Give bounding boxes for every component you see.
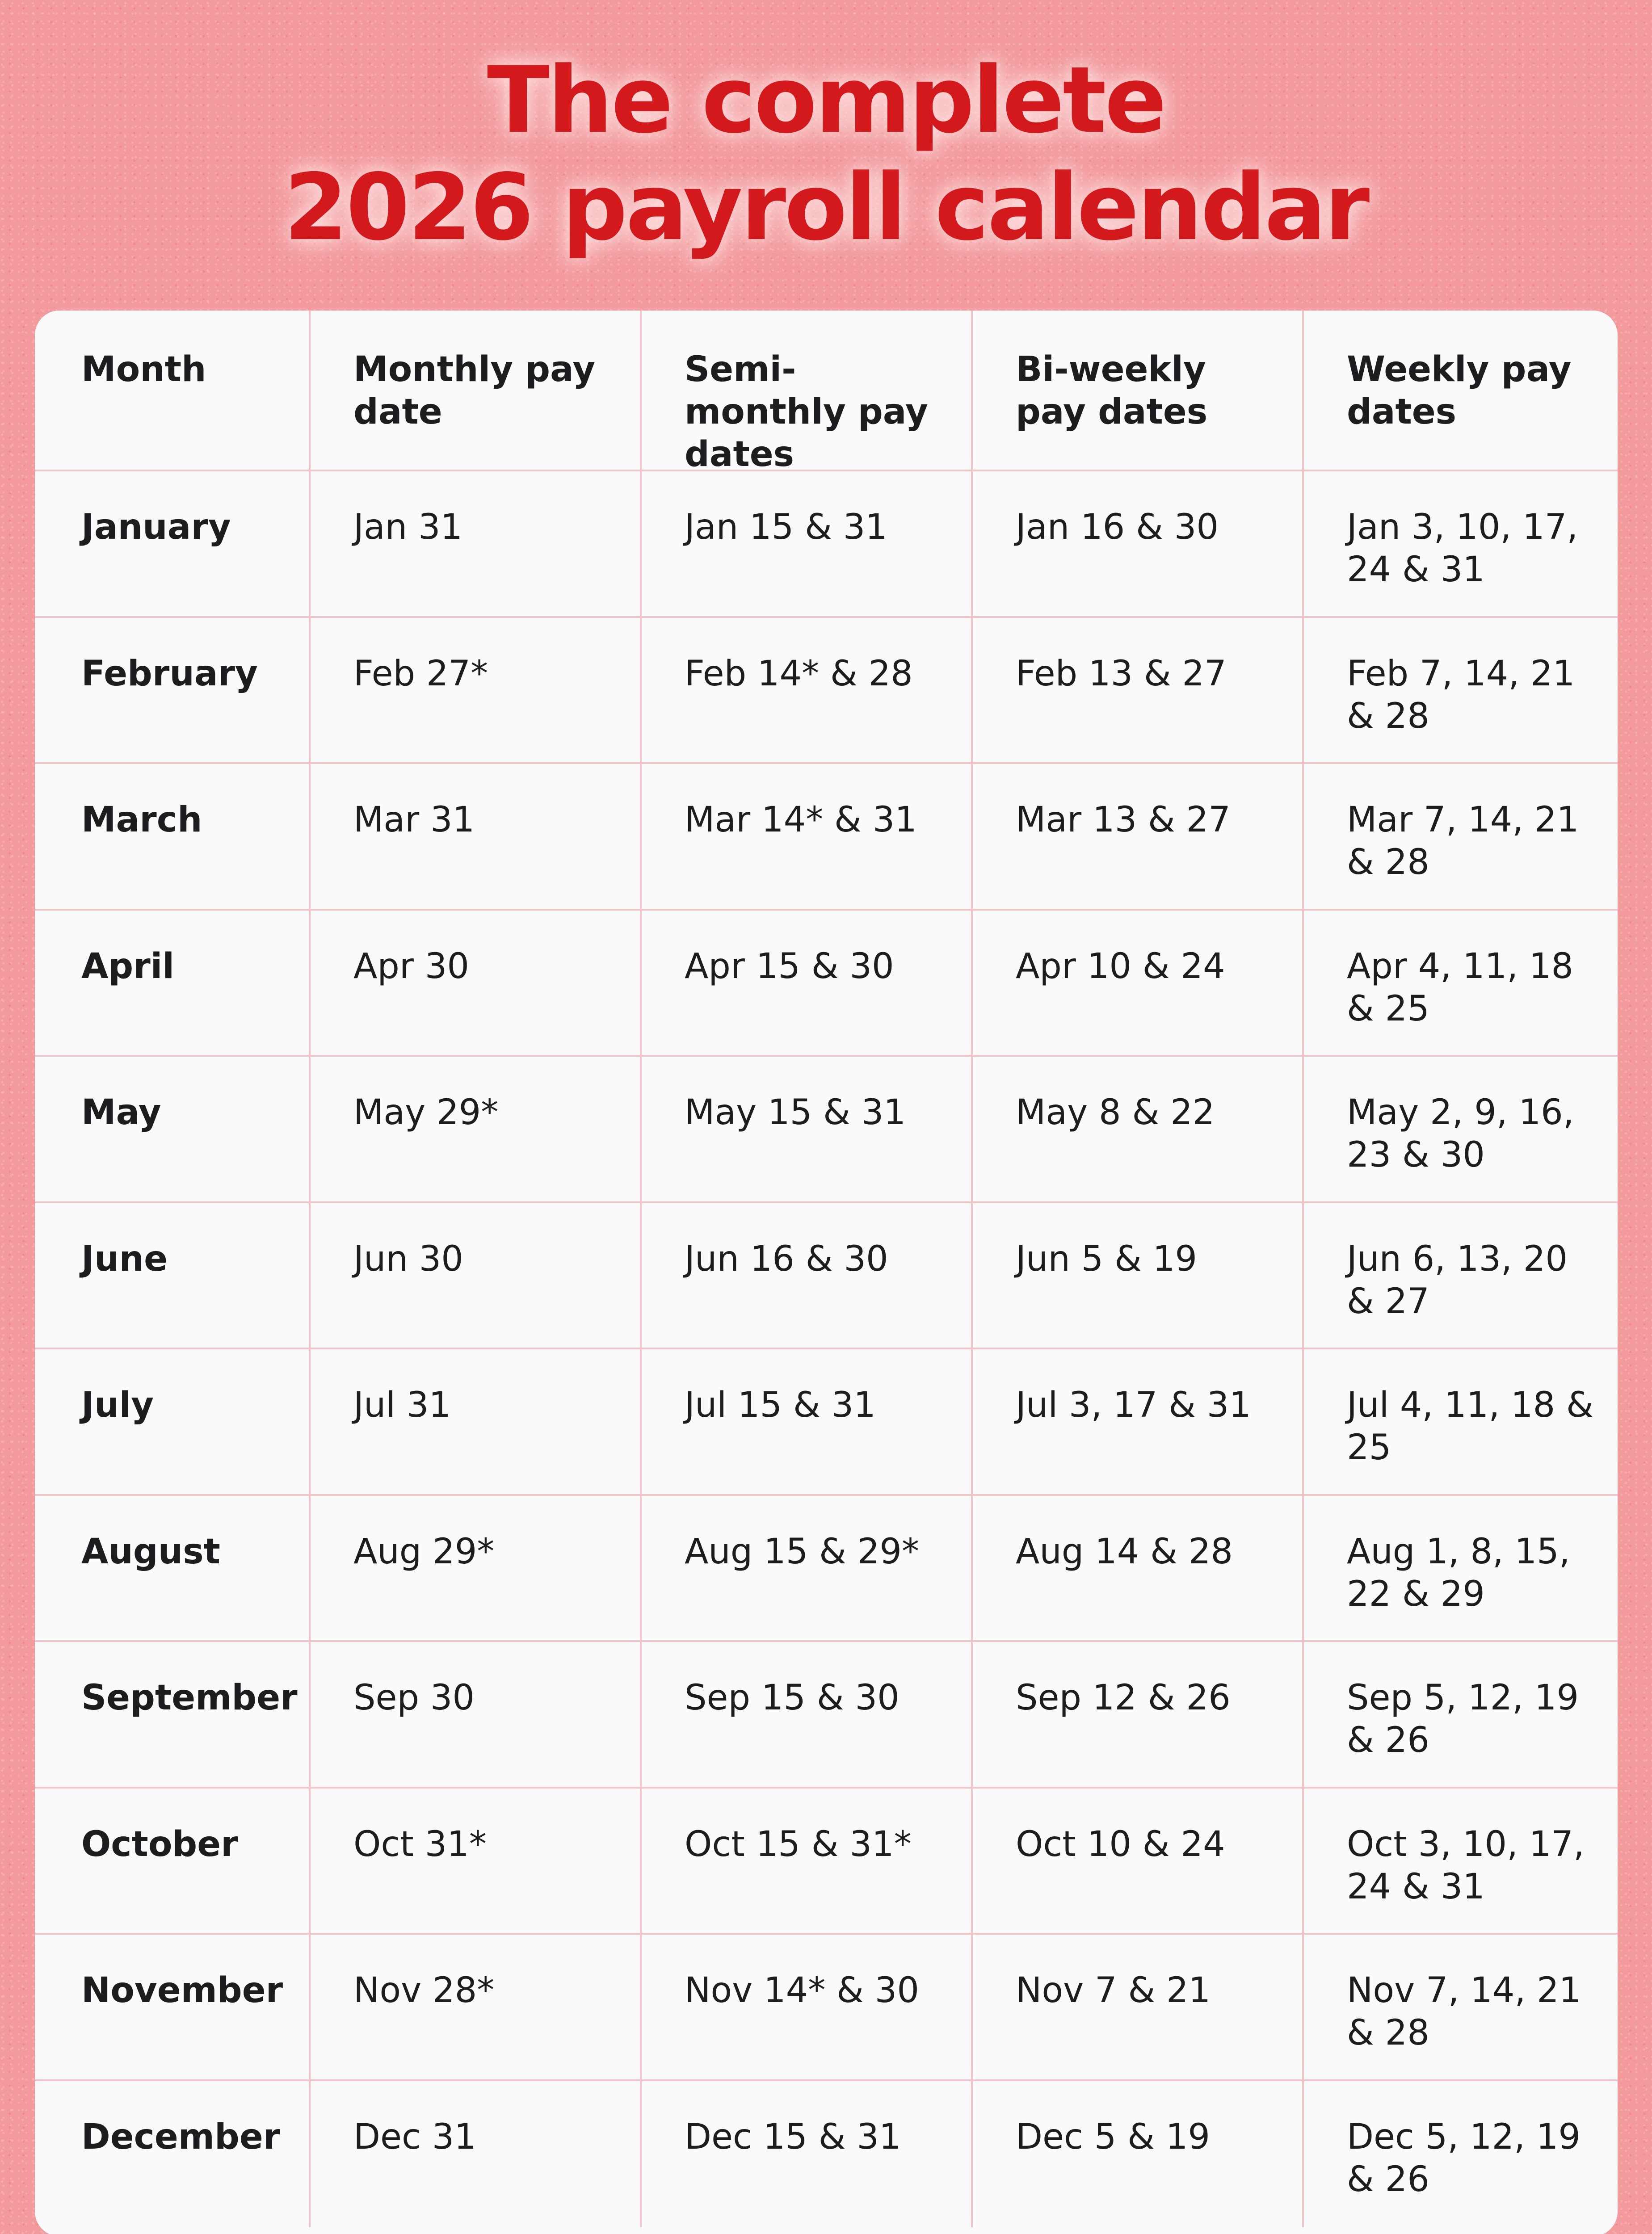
pay-date-semi-monthly: Feb 14* & 28 <box>642 618 973 764</box>
pay-date-monthly: May 29* <box>311 1057 642 1203</box>
pay-date-monthly: Jun 30 <box>311 1203 642 1350</box>
pay-date-semi-monthly: Apr 15 & 30 <box>642 911 973 1057</box>
month-label: May <box>35 1057 311 1203</box>
pay-date-weekly: Sep 5, 12, 19 & 26 <box>1304 1642 1618 1789</box>
column-header-bi-weekly: Bi-weekly pay dates <box>973 311 1304 471</box>
pay-date-semi-monthly: Dec 15 & 31 <box>642 2081 973 2228</box>
month-label: July <box>35 1349 311 1496</box>
title-line-2: 2026 payroll calendar <box>284 155 1368 261</box>
pay-date-weekly: Jan 3, 10, 17, 24 & 31 <box>1304 471 1618 618</box>
pay-date-monthly: Feb 27* <box>311 618 642 764</box>
title-line-1: The complete <box>487 47 1165 154</box>
month-label: September <box>35 1642 311 1789</box>
month-label: June <box>35 1203 311 1350</box>
pay-date-bi-weekly: May 8 & 22 <box>973 1057 1304 1203</box>
column-header-monthly: Monthly pay date <box>311 311 642 471</box>
pay-date-weekly: Dec 5, 12, 19 & 26 <box>1347 2116 1581 2200</box>
pay-date-weekly: Apr 4, 11, 18 & 25 <box>1304 911 1618 1057</box>
month-label: January <box>35 471 311 618</box>
pay-date-semi-monthly: May 15 & 31 <box>642 1057 973 1203</box>
payroll-table <box>35 311 1618 2227</box>
pay-date-bi-weekly: Mar 13 & 27 <box>973 764 1304 911</box>
pay-date-bi-weekly: Apr 10 & 24 <box>973 911 1304 1057</box>
pay-date-bi-weekly: Aug 14 & 28 <box>973 1496 1304 1642</box>
month-label: August <box>35 1496 311 1642</box>
pay-date-bi-weekly: Oct 10 & 24 <box>973 1789 1304 1935</box>
pay-date-weekly: Oct 3, 10, 17, 24 & 31 <box>1304 1789 1618 1935</box>
pay-date-monthly: Nov 28* <box>311 1935 642 2081</box>
pay-date-monthly: Dec 31 <box>311 2081 642 2228</box>
month-label: April <box>35 911 311 1057</box>
pay-date-monthly: Aug 29* <box>311 1496 642 1642</box>
pay-date-semi-monthly: Jun 16 & 30 <box>642 1203 973 1350</box>
column-header-weekly: Weekly pay dates <box>1304 311 1618 471</box>
pay-date-bi-weekly: Jan 16 & 30 <box>973 471 1304 618</box>
pay-date-bi-weekly: Jun 5 & 19 <box>973 1203 1304 1350</box>
month-label: February <box>35 618 311 764</box>
pay-date-weekly: Feb 7, 14, 21 & 28 <box>1304 618 1618 764</box>
pay-date-bi-weekly: Sep 12 & 26 <box>973 1642 1304 1789</box>
pay-date-monthly: Jan 31 <box>311 471 642 618</box>
column-header-semi-monthly: Semi-monthly pay dates <box>642 311 973 471</box>
payroll-table-card <box>35 311 1618 2234</box>
month-label: October <box>35 1789 311 1935</box>
month-label: November <box>35 1935 311 2081</box>
pay-date-weekly: May 2, 9, 16, 23 & 30 <box>1304 1057 1618 1203</box>
pay-date-bi-weekly: Nov 7 & 21 <box>973 1935 1304 2081</box>
month-label: December <box>35 2081 311 2228</box>
pay-date-monthly: Jul 31 <box>311 1349 642 1496</box>
pay-date-weekly: Mar 7, 14, 21 & 28 <box>1304 764 1618 911</box>
pay-date-monthly: Sep 30 <box>311 1642 642 1789</box>
pay-date-semi-monthly: Aug 15 & 29* <box>642 1496 973 1642</box>
pay-date-weekly: Nov 7, 14, 21 & 28 <box>1304 1935 1618 2081</box>
pay-date-semi-monthly: Jan 15 & 31 <box>642 471 973 618</box>
pay-date-semi-monthly: Oct 15 & 31* <box>642 1789 973 1935</box>
month-label: March <box>35 764 311 911</box>
pay-date-monthly: Apr 30 <box>311 911 642 1057</box>
column-header-month: Month <box>35 311 311 471</box>
page-title <box>0 47 1652 261</box>
pay-date-bi-weekly: Jul 3, 17 & 31 <box>973 1349 1304 1496</box>
pay-date-weekly: Aug 1, 8, 15, 22 & 29 <box>1304 1496 1618 1642</box>
pay-date-weekly: Jul 4, 11, 18 & 25 <box>1304 1349 1618 1496</box>
pay-date-weekly: Jun 6, 13, 20 & 27 <box>1304 1203 1618 1350</box>
pay-date-semi-monthly: Sep 15 & 30 <box>642 1642 973 1789</box>
pay-date-semi-monthly: Nov 14* & 30 <box>642 1935 973 2081</box>
pay-date-semi-monthly: Mar 14* & 31 <box>642 764 973 911</box>
pay-date-bi-weekly: Feb 13 & 27 <box>973 618 1304 764</box>
pay-date-monthly: Oct 31* <box>311 1789 642 1935</box>
pay-date-bi-weekly: Dec 5 & 19 <box>973 2081 1304 2228</box>
pay-date-semi-monthly: Jul 15 & 31 <box>642 1349 973 1496</box>
pay-date-monthly: Mar 31 <box>311 764 642 911</box>
